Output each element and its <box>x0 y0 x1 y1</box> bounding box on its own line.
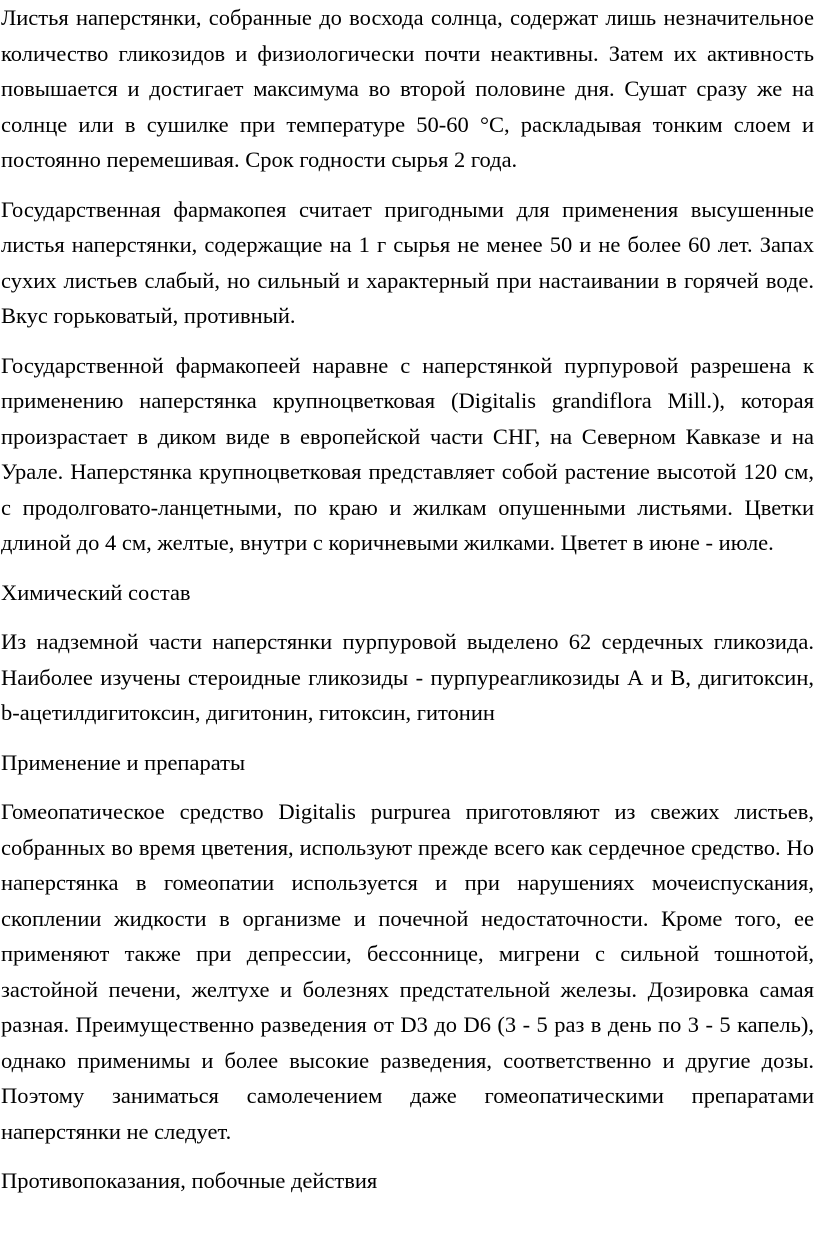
heading-usage-preparations: Применение и препараты <box>1 749 246 775</box>
heading-chemical-composition: Химический состав <box>1 579 191 605</box>
paragraph-foxglove-harvest: Листья наперстянки, собранные до восхода солнца, содержат лишь незначительное количество гликозидов и физиологически почти неактивны. Затем их активность повышается и достигает максимума во второй половине дня. Сушат сразу же на солнце или в сушилке при температуре 50-60 °С, раскладывая тонким слоем и постоянно перемешивая. Срок годности сырья 2 года. <box>1 5 814 172</box>
heading-contraindications: Противопоказания, побочные действия <box>1 1168 378 1193</box>
paragraph-pharmacopoeia: Государственная фармакопея считает пригодными для применения высушенные листья наперстянки, содержащие на 1 г сырья не менее 50 и не более 60 лет. Запах сухих листьев слабый, но сильный и характерный при настаивании в горячей воде. Вкус горьковатый, противный. <box>1 196 814 328</box>
paragraph-glycosides: Из надземной части наперстянки пурпуровой выделено 62 сердечных гликозида. Наиболее изучены стероидные гликозиды - пурпуреагликозиды А и В, дигитоксин, b-ацетилдигитоксин, дигитонин, гитоксин, гитонин <box>1 629 814 725</box>
paragraph-grandiflora: Государственной фармакопеей наравне с наперстянкой пурпуровой разрешена к применению наперстянка крупноцветковая (Digitalis grandiflora Mill.), которая произрастает в диком виде в европейской части СНГ, на Северном Кавказе и на Урале. Наперстянка крупноцветковая представляет собой растение высотой 120 см, с продолговато-ланцетными, по краю и жилкам опушенными листьями. Цветки длиной до 4 см, желтые, внутри с коричневыми жилками. Цветет в июне - июле. <box>1 352 814 555</box>
paragraph-homeopathy: Гомеопатическое средство Digitalis purpurea приготовляют из свежих листьев, собранных во время цветения, используют прежде всего как сердечное средство. Но наперстянка в гомеопатии используется и при нарушениях мочеиспускания, скоплении жидкости в организме и почечной недостаточности. Кроме того, ее применяют также при депрессии, бессоннице, мигрени с сильной тошнотой, застойной печени, желтухе и болезнях предстательной железы. Дозировка самая разная. Преимущественно разведения от D3 до D6 (3 - 5 раз в день по 3 - 5 капель), однако применимы и более высокие разведения, соответственно и другие дозы. Поэтому заниматься самолечением даже гомеопатическими препаратами наперстянки не следует. <box>1 799 814 1144</box>
